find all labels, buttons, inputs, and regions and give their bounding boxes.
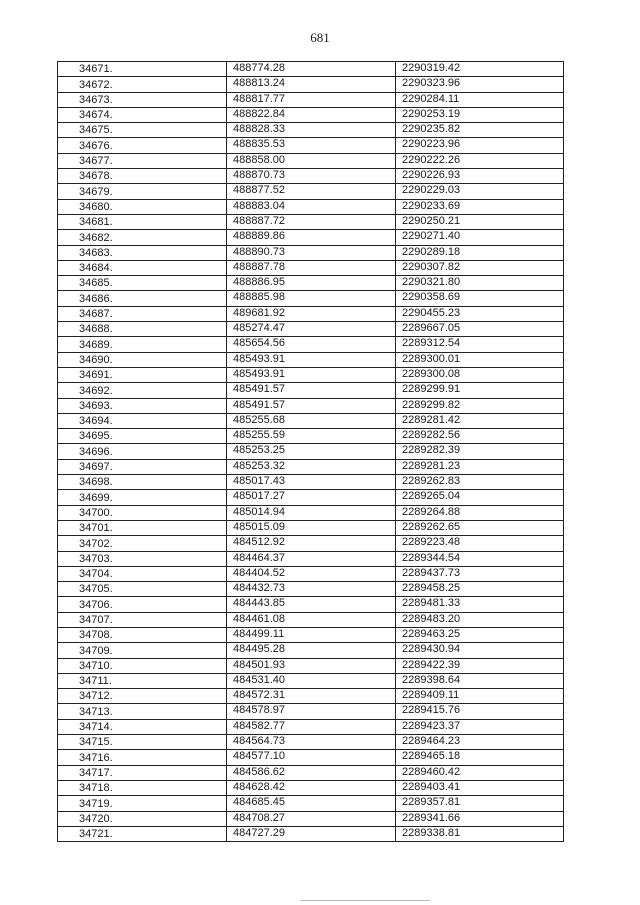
table-row (58, 750, 564, 765)
table-row (58, 704, 564, 719)
x-coordinate-cell: 488813.24 (227, 77, 396, 92)
point-id-cell: 34712. (58, 689, 227, 704)
y-coordinate-cell: 2289281.23 (396, 459, 564, 474)
table-row (58, 214, 564, 229)
x-coordinate-cell: 488870.73 (227, 169, 396, 184)
x-coordinate-cell: 488877.52 (227, 184, 396, 199)
table-row (58, 475, 564, 490)
point-id-cell: 34696. (58, 444, 227, 459)
table-row (58, 505, 564, 520)
point-id-cell: 34687. (58, 306, 227, 321)
x-coordinate-cell: 485493.91 (227, 352, 396, 367)
x-coordinate-cell: 484578.97 (227, 704, 396, 719)
y-coordinate-cell: 2290222.26 (396, 153, 564, 168)
table-row (58, 826, 564, 841)
y-coordinate-cell: 2289423.37 (396, 719, 564, 734)
table-row (58, 230, 564, 245)
y-coordinate-cell: 2290226.93 (396, 169, 564, 184)
x-coordinate-cell: 485255.68 (227, 413, 396, 428)
point-id-cell: 34683. (58, 245, 227, 260)
x-coordinate-cell: 485491.57 (227, 383, 396, 398)
coordinates-table (57, 61, 564, 842)
point-id-cell: 34710. (58, 658, 227, 673)
y-coordinate-cell: 2289465.18 (396, 750, 564, 765)
x-coordinate-cell: 484501.93 (227, 658, 396, 673)
x-coordinate-cell: 488828.33 (227, 123, 396, 138)
y-coordinate-cell: 2290229.03 (396, 184, 564, 199)
y-coordinate-cell: 2290321.80 (396, 276, 564, 291)
table-row (58, 398, 564, 413)
table-row (58, 337, 564, 352)
point-id-cell: 34673. (58, 92, 227, 107)
point-id-cell: 34681. (58, 214, 227, 229)
y-coordinate-cell: 2290307.82 (396, 260, 564, 275)
y-coordinate-cell: 2289281.42 (396, 413, 564, 428)
table-row (58, 260, 564, 275)
x-coordinate-cell: 485493.91 (227, 367, 396, 382)
y-coordinate-cell: 2290235.82 (396, 123, 564, 138)
point-id-cell: 34717. (58, 765, 227, 780)
point-id-cell: 34695. (58, 429, 227, 444)
table-row (58, 765, 564, 780)
table-row (58, 245, 564, 260)
y-coordinate-cell: 2289422.39 (396, 658, 564, 673)
y-coordinate-cell: 2289667.05 (396, 322, 564, 337)
table-row (58, 490, 564, 505)
y-coordinate-cell: 2290323.96 (396, 77, 564, 92)
y-coordinate-cell: 2289341.66 (396, 811, 564, 826)
point-id-cell: 34688. (58, 322, 227, 337)
x-coordinate-cell: 488822.84 (227, 107, 396, 122)
point-id-cell: 34679. (58, 184, 227, 199)
table-row (58, 199, 564, 214)
point-id-cell: 34690. (58, 352, 227, 367)
point-id-cell: 34709. (58, 643, 227, 658)
point-id-cell: 34686. (58, 291, 227, 306)
x-coordinate-cell: 484586.62 (227, 765, 396, 780)
point-id-cell: 34697. (58, 459, 227, 474)
y-coordinate-cell: 2290289.18 (396, 245, 564, 260)
y-coordinate-cell: 2290358.69 (396, 291, 564, 306)
point-id-cell: 34678. (58, 169, 227, 184)
table-row (58, 520, 564, 535)
table-row (58, 536, 564, 551)
table-row (58, 811, 564, 826)
y-coordinate-cell: 2290271.40 (396, 230, 564, 245)
y-coordinate-cell: 2289460.42 (396, 765, 564, 780)
point-id-cell: 34699. (58, 490, 227, 505)
point-id-cell: 34692. (58, 383, 227, 398)
y-coordinate-cell: 2290284.11 (396, 92, 564, 107)
y-coordinate-cell: 2289299.82 (396, 398, 564, 413)
table-row (58, 367, 564, 382)
x-coordinate-cell: 488890.73 (227, 245, 396, 260)
point-id-cell: 34680. (58, 199, 227, 214)
x-coordinate-cell: 484443.85 (227, 597, 396, 612)
table-row (58, 719, 564, 734)
y-coordinate-cell: 2289409.11 (396, 689, 564, 704)
x-coordinate-cell: 488774.28 (227, 62, 396, 77)
coordinates-table-body (58, 62, 564, 842)
point-id-cell: 34711. (58, 673, 227, 688)
table-row (58, 566, 564, 581)
table-row (58, 138, 564, 153)
y-coordinate-cell: 2290223.96 (396, 138, 564, 153)
point-id-cell: 34691. (58, 367, 227, 382)
x-coordinate-cell: 488817.77 (227, 92, 396, 107)
y-coordinate-cell: 2289415.76 (396, 704, 564, 719)
y-coordinate-cell: 2289430.94 (396, 643, 564, 658)
table-row (58, 306, 564, 321)
point-id-cell: 34714. (58, 719, 227, 734)
table-row (58, 459, 564, 474)
table-row (58, 597, 564, 612)
point-id-cell: 34719. (58, 796, 227, 811)
y-coordinate-cell: 2289357.81 (396, 796, 564, 811)
scan-edge-mark (300, 900, 430, 901)
point-id-cell: 34706. (58, 597, 227, 612)
x-coordinate-cell: 488887.72 (227, 214, 396, 229)
y-coordinate-cell: 2289463.25 (396, 627, 564, 642)
table-row (58, 627, 564, 642)
point-id-cell: 34693. (58, 398, 227, 413)
y-coordinate-cell: 2289223.48 (396, 536, 564, 551)
x-coordinate-cell: 484512.92 (227, 536, 396, 551)
table-row (58, 62, 564, 77)
table-row (58, 582, 564, 597)
y-coordinate-cell: 2289265.04 (396, 490, 564, 505)
x-coordinate-cell: 488889.86 (227, 230, 396, 245)
table-row (58, 107, 564, 122)
y-coordinate-cell: 2289262.65 (396, 520, 564, 535)
table-row (58, 291, 564, 306)
x-coordinate-cell: 484404.52 (227, 566, 396, 581)
point-id-cell: 34715. (58, 735, 227, 750)
x-coordinate-cell: 488885.98 (227, 291, 396, 306)
table-row (58, 383, 564, 398)
y-coordinate-cell: 2289403.41 (396, 780, 564, 795)
x-coordinate-cell: 484495.28 (227, 643, 396, 658)
table-row (58, 643, 564, 658)
table-row (58, 780, 564, 795)
x-coordinate-cell: 485255.59 (227, 429, 396, 444)
point-id-cell: 34684. (58, 260, 227, 275)
point-id-cell: 34675. (58, 123, 227, 138)
table-row (58, 169, 564, 184)
x-coordinate-cell: 484582.77 (227, 719, 396, 734)
x-coordinate-cell: 484464.37 (227, 551, 396, 566)
x-coordinate-cell: 485017.43 (227, 475, 396, 490)
y-coordinate-cell: 2289344.54 (396, 551, 564, 566)
point-id-cell: 34689. (58, 337, 227, 352)
x-coordinate-cell: 485253.32 (227, 459, 396, 474)
point-id-cell: 34694. (58, 413, 227, 428)
point-id-cell: 34674. (58, 107, 227, 122)
point-id-cell: 34704. (58, 566, 227, 581)
x-coordinate-cell: 484628.42 (227, 780, 396, 795)
y-coordinate-cell: 2289464.23 (396, 735, 564, 750)
page-number: 681 (310, 30, 330, 45)
y-coordinate-cell: 2289282.39 (396, 444, 564, 459)
x-coordinate-cell: 485274.47 (227, 322, 396, 337)
x-coordinate-cell: 488886.95 (227, 276, 396, 291)
table-row (58, 77, 564, 92)
table-row (58, 735, 564, 750)
point-id-cell: 34721. (58, 826, 227, 841)
point-id-cell: 34701. (58, 520, 227, 535)
y-coordinate-cell: 2289312.54 (396, 337, 564, 352)
x-coordinate-cell: 484577.10 (227, 750, 396, 765)
x-coordinate-cell: 485015.09 (227, 520, 396, 535)
table-row (58, 352, 564, 367)
y-coordinate-cell: 2289299.91 (396, 383, 564, 398)
point-id-cell: 34698. (58, 475, 227, 490)
table-row (58, 658, 564, 673)
table-row (58, 673, 564, 688)
table-row (58, 123, 564, 138)
x-coordinate-cell: 484499.11 (227, 627, 396, 642)
x-coordinate-cell: 484531.40 (227, 673, 396, 688)
x-coordinate-cell: 484727.29 (227, 826, 396, 841)
point-id-cell: 34676. (58, 138, 227, 153)
x-coordinate-cell: 485253.25 (227, 444, 396, 459)
table-row (58, 444, 564, 459)
x-coordinate-cell: 484572.31 (227, 689, 396, 704)
point-id-cell: 34671. (58, 62, 227, 77)
point-id-cell: 34682. (58, 230, 227, 245)
point-id-cell: 34703. (58, 551, 227, 566)
y-coordinate-cell: 2289262.83 (396, 475, 564, 490)
y-coordinate-cell: 2289264.88 (396, 505, 564, 520)
x-coordinate-cell: 488887.78 (227, 260, 396, 275)
x-coordinate-cell: 484685.45 (227, 796, 396, 811)
point-id-cell: 34713. (58, 704, 227, 719)
table-row (58, 92, 564, 107)
y-coordinate-cell: 2290233.69 (396, 199, 564, 214)
point-id-cell: 34702. (58, 536, 227, 551)
table-row (58, 612, 564, 627)
y-coordinate-cell: 2289398.64 (396, 673, 564, 688)
y-coordinate-cell: 2289338.81 (396, 826, 564, 841)
y-coordinate-cell: 2289437.73 (396, 566, 564, 581)
x-coordinate-cell: 485014.94 (227, 505, 396, 520)
table-row (58, 413, 564, 428)
y-coordinate-cell: 2289483.20 (396, 612, 564, 627)
x-coordinate-cell: 488883.04 (227, 199, 396, 214)
table-row (58, 276, 564, 291)
x-coordinate-cell: 485654.56 (227, 337, 396, 352)
point-id-cell: 34716. (58, 750, 227, 765)
x-coordinate-cell: 489681.92 (227, 306, 396, 321)
point-id-cell: 34685. (58, 276, 227, 291)
point-id-cell: 34672. (58, 77, 227, 92)
table-row (58, 153, 564, 168)
y-coordinate-cell: 2289481.33 (396, 597, 564, 612)
point-id-cell: 34707. (58, 612, 227, 627)
y-coordinate-cell: 2290250.21 (396, 214, 564, 229)
y-coordinate-cell: 2289300.01 (396, 352, 564, 367)
x-coordinate-cell: 484564.73 (227, 735, 396, 750)
y-coordinate-cell: 2290253.19 (396, 107, 564, 122)
x-coordinate-cell: 485017.27 (227, 490, 396, 505)
table-row (58, 429, 564, 444)
table-row (58, 184, 564, 199)
point-id-cell: 34700. (58, 505, 227, 520)
y-coordinate-cell: 2290455.23 (396, 306, 564, 321)
y-coordinate-cell: 2289458.25 (396, 582, 564, 597)
table-row (58, 551, 564, 566)
x-coordinate-cell: 484461.08 (227, 612, 396, 627)
point-id-cell: 34718. (58, 780, 227, 795)
table-row (58, 689, 564, 704)
point-id-cell: 34708. (58, 627, 227, 642)
y-coordinate-cell: 2289300.08 (396, 367, 564, 382)
y-coordinate-cell: 2290319.42 (396, 62, 564, 77)
x-coordinate-cell: 484708.27 (227, 811, 396, 826)
x-coordinate-cell: 485491.57 (227, 398, 396, 413)
point-id-cell: 34705. (58, 582, 227, 597)
table-row (58, 322, 564, 337)
point-id-cell: 34677. (58, 153, 227, 168)
x-coordinate-cell: 484432.73 (227, 582, 396, 597)
x-coordinate-cell: 488858.00 (227, 153, 396, 168)
y-coordinate-cell: 2289282.56 (396, 429, 564, 444)
x-coordinate-cell: 488835.53 (227, 138, 396, 153)
point-id-cell: 34720. (58, 811, 227, 826)
table-row (58, 796, 564, 811)
